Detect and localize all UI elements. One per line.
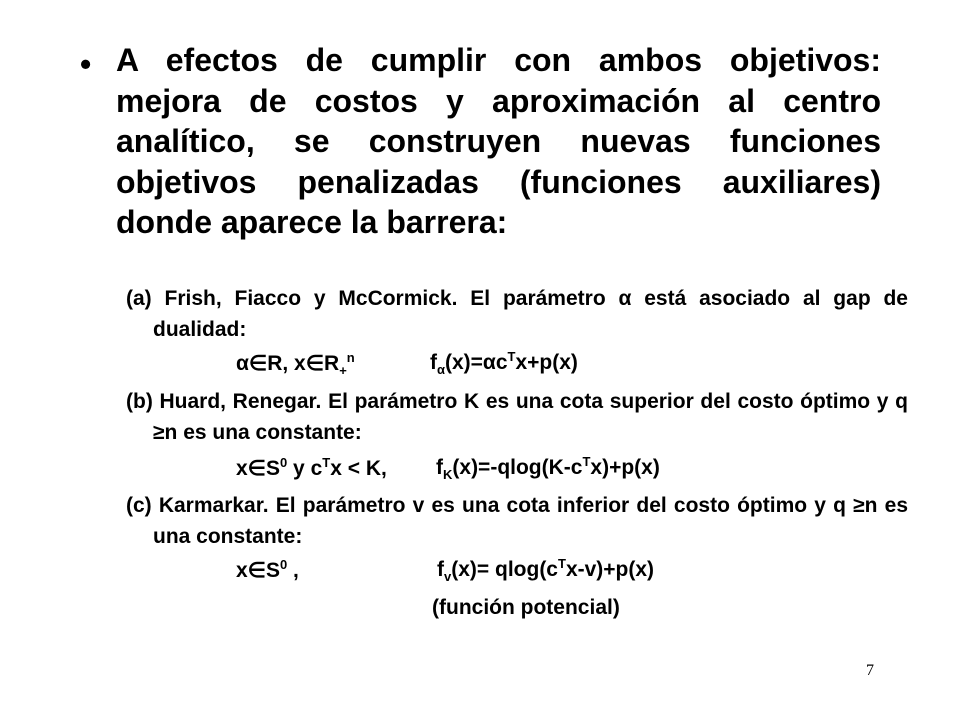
item-c-note: (función potencial)	[432, 596, 620, 619]
item-b-formula-fn: $f_K(x)=-qlog(K-c^Tx)+p(x)$	[436, 454, 660, 483]
item-a-formula-fn: $f_\alpha(x)=\alpha c^Tx+p(x)$	[430, 349, 578, 378]
bullet-dot: •	[80, 46, 92, 82]
item-c-formula-set: $x\in S^0$ ,	[236, 557, 299, 582]
page-number: 7	[866, 662, 874, 679]
item-a-text: (a) Frish, Fiacco y McCormick. El parámetro α está asociado al gap de dualidad:	[126, 287, 908, 341]
item-a-formula-set: α∈R, $x\in R_+^n$	[236, 350, 355, 379]
item-c-text: (c) Karmarkar. El parámetro v es una cota inferior del costo óptimo y q ≥n es una constante:	[126, 494, 908, 548]
bullet-text: A efectos de cumplir con ambos objetivos: mejora de costos y aproximación al centro analítico, se construyen nuevas funciones objetivos penalizadas (funciones auxiliares) donde aparece la barrera:	[116, 42, 881, 240]
item-b-formula-set: $x\in S^0$ y $c^Tx < K$,	[236, 455, 387, 480]
item-c-formula-fn: $f_v(x)= qlog(c^Tx-v)+p(x)$	[437, 556, 655, 585]
item-b-text: (b) Huard, Renegar. El parámetro K es una cota superior del costo óptimo y q ≥n es una constante:	[126, 390, 908, 444]
